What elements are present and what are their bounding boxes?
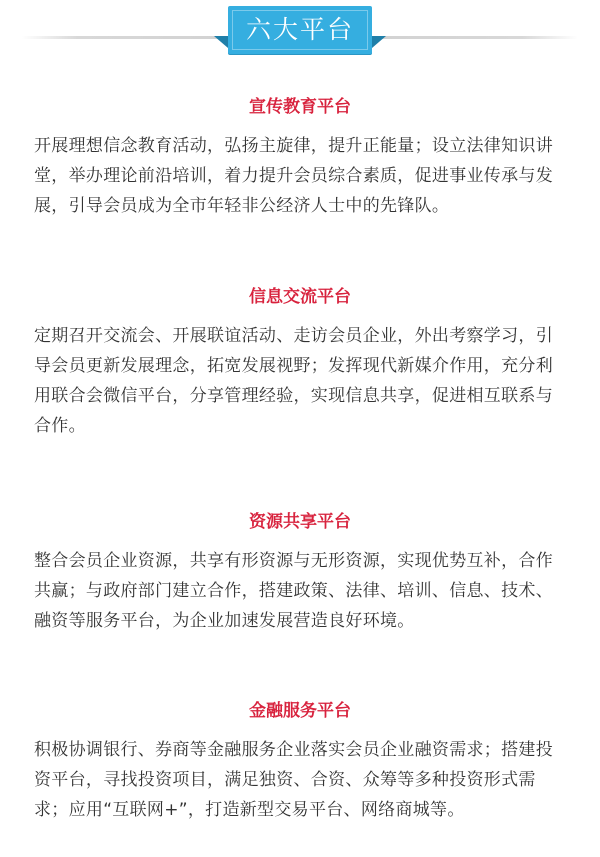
section-financial-services	[34, 697, 566, 825]
banner-fold-right	[372, 36, 386, 48]
page-title: 六大平台	[245, 15, 354, 44]
title-banner	[228, 6, 372, 54]
section-title: 资源共享平台	[249, 512, 351, 532]
page-header	[0, 0, 600, 62]
section-body: 整合会员企业资源，共享有形资源与无形资源，实现优势互补，合作共赢；与政府部门建立合作，搭建政策、法律、培训、信息、技术、融资等服务平台，为企业加速发展营造良好环境。	[34, 551, 553, 631]
section-title: 宣传教育平台	[249, 97, 351, 117]
section-resource-sharing	[34, 508, 566, 636]
section-title: 金融服务平台	[249, 701, 351, 721]
section-information-exchange	[34, 283, 566, 441]
section-publicity-education	[34, 93, 566, 221]
section-body: 定期召开交流会、开展联谊活动、走访会员企业，外出考察学习，引导会员更新发展理念，拓宽发展视野；发挥现代新媒介作用，充分利用联合会微信平台，分享管理经验，实现信息共享，促进相互联系与合作。	[34, 326, 553, 436]
section-body: 积极协调银行、券商等金融服务企业落实会员企业融资需求；搭建投资平台，寻找投资项目，满足独资、合资、众筹等多种投资形式需求；应用“互联网+”，打造新型交易平台、网络商城等。	[34, 740, 553, 820]
banner-fold-left	[214, 36, 228, 48]
section-title: 信息交流平台	[249, 287, 351, 307]
section-body: 开展理想信念教育活动，弘扬主旋律，提升正能量；设立法律知识讲堂，举办理论前沿培训，着力提升会员综合素质，促进事业传承与发展，引导会员成为全市年轻非公经济人士中的先锋队。	[34, 136, 553, 216]
